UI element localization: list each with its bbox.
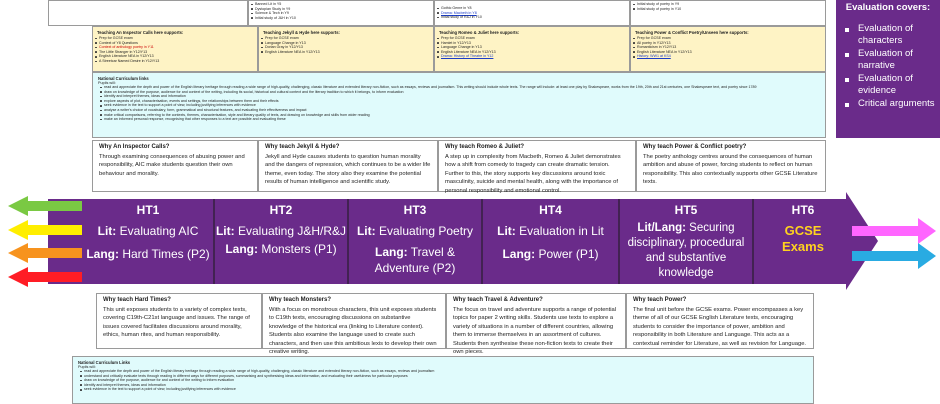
list-item: seek evidence in the text to support a point of view, including justifying inferences with evidence — [98, 103, 820, 108]
nc-subtitle: Pupils will: — [78, 365, 96, 369]
list-item: Prep for GCSE exam — [93, 36, 257, 41]
why-title: Why teach Power & Conflict poetry? — [643, 144, 747, 150]
ht2-lit: Lit: Evaluating J&H/R&J — [215, 224, 347, 238]
supports-title: Teaching An Inspector Calls here supports: — [97, 30, 184, 35]
supports-title: Teaching Jekyll & Hyde here supports: — [263, 30, 340, 35]
list-item: seek evidence in the text to support a point of view, including justifying inferences with evidence — [78, 387, 808, 392]
ht4-column — [482, 203, 619, 262]
why-title: Why teach Monsters? — [269, 297, 332, 303]
ht1-column — [82, 203, 214, 262]
why-title: Why An Inspector Calls? — [99, 144, 170, 150]
list-item: A Streetcar Named Desire in Y12/Y13 — [93, 59, 257, 64]
ht4-title: HT4 — [539, 203, 562, 217]
why-box-hard-times — [96, 293, 262, 349]
why-body: Jekyll and Hyde causes students to question human morality and the dangers of repression, which continues to be a wider life theme, even today. The story also they examine the potential results of human intelligence and scientific study. — [265, 154, 431, 186]
list-item: English Literature NEA in Y12/Y13 — [93, 54, 257, 59]
list-item: Drama: Macbeth in Y8 — [435, 11, 629, 16]
list-item: English Literature NEA in Y12/Y13 — [631, 50, 825, 55]
list-item: make an informed personal response, recognising that other responses to a text are possible and evaluating these — [98, 117, 820, 122]
list-item: English Literature NEA in Y12/Y13 — [259, 50, 433, 55]
list-item: Context of anthology poetry in Y11 — [93, 45, 257, 50]
list-item: Initial study of R&J in Y10 — [435, 15, 629, 20]
list-item: understand and critically evaluate texts through reading in different ways for different purposes, summarising and synthesising ideas and information, and evaluating their usefulness for particular purposes — [78, 374, 808, 379]
ht3-title: HT3 — [403, 203, 427, 217]
ht6-column — [753, 203, 853, 255]
ht6-title: HT6 — [791, 203, 815, 217]
ht3-lang: Lang: Travel & Adventure (P2) — [374, 245, 456, 275]
list-item: Language Change in Y13 — [259, 41, 433, 46]
list-item: Evaluation of characters — [840, 23, 936, 47]
list-item: read and appreciate the depth and power of the English literary heritage through reading a wide range of high-quality, challenging, classic literature and extended literary non-fiction, such as essays, reviews and journalism — [78, 369, 808, 374]
list-item: Prep for GCSE exam — [259, 36, 433, 41]
list-item: History: WW1 at KS4 — [631, 54, 825, 59]
ht1-lit: Lit: Evaluating AIC — [97, 224, 199, 238]
ht2-lang: Lang: Monsters (P1) — [225, 242, 337, 256]
list-item: draw on knowledge of the purpose, audience for and context of the writing, including its social, historical and cultural context and the literary tradition to which it belongs, to inform evaluation — [98, 90, 820, 95]
list-item: Evaluation of narrative — [840, 48, 936, 72]
list-item: Banned Lit in Y5 — [249, 2, 433, 7]
national-curriculum-bottom — [72, 356, 814, 404]
nc-list — [78, 369, 808, 392]
nc-title: National Curriculum Links — [78, 360, 131, 365]
ht3-column — [348, 203, 482, 276]
list-item: All poetry in Y12/Y13 — [631, 41, 825, 46]
list-item: draw on knowledge of the purpose, audience for and context of the writing to inform evaluation — [78, 378, 808, 383]
why-body: The final unit before the GCSE exams. Power encompasses a key theme of all of our GCSE English Literature texts, encouraging students to consider the importance of power, ambition and responsibility in both Literature and Language. This acts as a contextual reminder for Literature, as well as revision for Language. — [633, 307, 807, 347]
list-item: Evaluation of evidence — [840, 73, 936, 97]
ht2-title: HT2 — [269, 203, 293, 217]
list-item: Critical arguments — [840, 98, 936, 110]
ht4-lit: Lit: Evaluation in Lit — [497, 224, 604, 238]
nc-title: National Curriculum links — [98, 76, 149, 81]
why-body: This unit exposes students to a variety of complex texts, covering C19th-C21st language and issues. The range of issues covered facilitates discussions around morality, ethics, human rites, and human responsibility. — [103, 307, 250, 339]
list-item: identify and interpret themes, ideas and information — [78, 383, 808, 388]
why-box-travel — [446, 293, 626, 356]
nc-subtitle: Pupils will: — [98, 81, 116, 85]
why-body: With a focus on monstrous characters, this unit exposes students to C19th texts, encouraging discussions on substantive knowledge of the historical era (linking to Literature context). Students also examine the language used to create such characters, and then use this ambitious lexis to develop their own creative writing. — [269, 307, 437, 356]
ht4-lang: Lang: Power (P1) — [502, 247, 599, 261]
supports-title: Teaching Power & Conflict Poetry/Unseen here supports: — [635, 30, 749, 35]
why-title: Why teach Power? — [633, 297, 687, 303]
ht2-column — [214, 203, 348, 257]
list-item: English Literature NEA in Y12/Y13 — [435, 50, 629, 55]
evaluation-title: Evaluation covers: — [845, 2, 931, 13]
list-item: explore aspects of plot, characterisation, events and settings, the relationships between them and their effects — [98, 99, 820, 104]
ht5-column — [619, 203, 753, 281]
ht5-title: HT5 — [674, 203, 698, 217]
list-item: Initial study of J&H in Y10 — [249, 16, 433, 21]
why-box-power — [626, 293, 814, 349]
ht1-lang: Lang: Hard Times (P2) — [86, 247, 210, 261]
why-body: A step up in complexity from Macbeth, Romeo & Juliet demonstrates how a shift from comedy to tragedy can create dramatic tension. Further to this, the story supports key discussions around toxic masculinity, suicide and mental health, along with the importance of personal responsibility and emotional control. — [445, 154, 621, 194]
list-item: Science & Tech in Y9 — [249, 11, 433, 16]
ht3-lit: Lit: Evaluating Poetry — [356, 224, 474, 238]
why-body: The poetry anthology centres around the consequences of human ambition and abuse of power, forcing students to reflect on human responsibility. This also contextually supports other GCSE Literature texts. — [643, 154, 818, 186]
list-item: Gothic Genre in Y8 — [435, 6, 629, 11]
why-title: Why teach Jekyll & Hyde? — [265, 144, 340, 150]
list-item: Language Change in Y13 — [435, 45, 629, 50]
why-title: Why teach Travel & Adventure? — [453, 297, 543, 303]
list-item: Dorian Gray in Y12/Y13 — [259, 45, 433, 50]
why-title: Why teach Hard Times? — [103, 297, 171, 303]
list-item: Romanticism in Y12/Y13 — [631, 45, 825, 50]
list-item: make critical comparisons, referring to the contexts, themes, characterisation, style and literary quality of texts, and drawing on knowledge and skills from wider reading — [98, 113, 820, 118]
list-item: Dystopian Study in Y9 — [249, 7, 433, 12]
supports-title: Teaching Romeo & Juliet here supports: — [439, 30, 520, 35]
list-item: identify and interpret themes, ideas and information — [98, 94, 820, 99]
list-item: Drama: History of Theatre in Y12 — [435, 54, 629, 59]
list-item: Initial study of poetry in Y9 — [631, 2, 825, 7]
list-item: Prep for GCSE exam — [435, 36, 629, 41]
list-item: Prep for GCSE exam — [631, 36, 825, 41]
list-item: Context of Y8 Questions — [93, 41, 257, 46]
why-body: The focus on travel and adventure supports a range of potential topics for paper 2 writing skills. Students use texts to explore a variety of situations in a number of different countries, allowing them to immerse themselves in an assortment of cultures. Students then synthesise these non-fiction texts to create their own pieces. — [453, 307, 617, 356]
why-body: Through examining consequences of abusing power and responsibility, AIC make students question their own behaviour and morality. — [99, 154, 245, 177]
list-item: The Little Stranger in Y12/Y13 — [93, 50, 257, 55]
why-box-monsters — [262, 293, 446, 356]
why-title: Why teach Romeo & Juliet? — [445, 144, 525, 150]
list-item: Initial study of poetry in Y10 — [631, 7, 825, 12]
list-item: analyse a writer's choice of vocabulary, form, grammatical and structural features, and evaluating their effectiveness and impact — [98, 108, 820, 113]
ht5-lit: Lit/Lang: Securing disciplinary, procedural and substantive knowledge — [627, 222, 745, 279]
list-item: read and appreciate the depth and power of the English literary heritage through reading a wide range of high-quality, challenging, classic literature and extended literary non-fiction, such as essays, reviews and journalism. This writing should include whole texts. The range will include: at least one play by Shakespeare, works from the 19th, 20th and 21st centuries, one Shakespeare text, and poetry since 1789 — [98, 85, 820, 90]
ht6-exam: GCSE Exams — [782, 223, 824, 254]
list-item: Hamlet in Y12/Y13 — [435, 41, 629, 46]
ht1-title: HT1 — [136, 203, 160, 217]
